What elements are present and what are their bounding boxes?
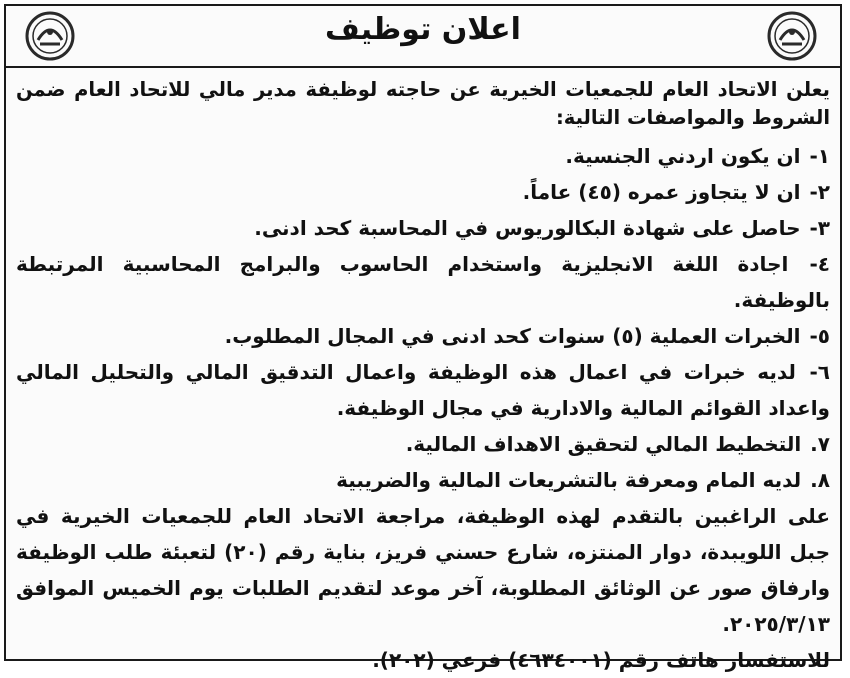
requirement-number: ٤- [809, 252, 831, 276]
requirement-number: ٦- [809, 360, 830, 384]
requirement-number: ٣- [809, 216, 830, 240]
ad-title: اعلان توظيف [325, 12, 521, 47]
emblem-right-icon [766, 10, 818, 62]
requirement-text: الخبرات العملية (٥) سنوات كحد ادنى في المجال المطلوب. [224, 324, 801, 348]
contact-line: للاستفسار هاتف رقم (٤٦٣٤٠٠١) فرعي (٢٠٢). [372, 648, 830, 672]
requirement-item [16, 210, 830, 246]
requirement-text: اجادة اللغة الانجليزية واستخدام الحاسوب والبرامج المحاسبية المرتبطة بالوظيفة. [16, 252, 830, 312]
requirement-text: ان يكون اردني الجنسية. [565, 144, 801, 168]
intro-paragraph: يعلن الاتحاد العام للجمعيات الخيرية عن حاجته لوظيفة مدير مالي للاتحاد العام ضمن الشروط والمواصفات التالية: [16, 78, 830, 129]
requirement-number: ٨. [810, 468, 830, 492]
requirement-text: حاصل على شهادة البكالوريوس في المحاسبة كحد ادنى. [254, 216, 801, 240]
requirement-item [16, 318, 830, 354]
requirement-number: ٥- [809, 324, 830, 348]
requirement-number: ١- [809, 144, 830, 168]
emblem-right-graphic [766, 10, 818, 62]
requirement-number: ٧. [810, 432, 830, 456]
requirement-item [16, 426, 830, 462]
requirement-item [16, 174, 830, 210]
requirement-number: ٢- [809, 180, 830, 204]
requirements-list [16, 138, 830, 498]
requirement-text: لديه المام ومعرفة بالتشريعات المالية والضريبية [336, 468, 802, 492]
requirement-text: ان لا يتجاوز عمره (٤٥) عاماً. [522, 180, 801, 204]
ad-body [16, 76, 830, 678]
requirement-item [16, 246, 830, 318]
requirement-item [16, 138, 830, 174]
requirement-item [16, 354, 830, 426]
closing-paragraph: على الراغبين بالتقدم لهذه الوظيفة، مراجعة الاتحاد العام للجمعيات الخيرية في جبل اللويبدة، دوار المنتزه، شارع حسني فريز، بناية رقم (٢٠) لتعبئة طلب الوظيفة وارفاق صور عن الوثائق المطلوبة، آخر موعد لتقديم الطلبات يوم الخميس الموافق ٢٠٢٥/٣/١٣. [16, 504, 830, 636]
requirement-text: لديه خبرات في اعمال هذه الوظيفة واعمال التدقيق المالي والتحليل المالي واعداد القوائم المالية والادارية في مجال الوظيفة. [16, 360, 830, 420]
job-ad-frame [4, 4, 842, 672]
requirement-item [16, 462, 830, 498]
ad-header [6, 6, 840, 68]
requirement-text: التخطيط المالي لتحقيق الاهداف المالية. [405, 432, 802, 456]
